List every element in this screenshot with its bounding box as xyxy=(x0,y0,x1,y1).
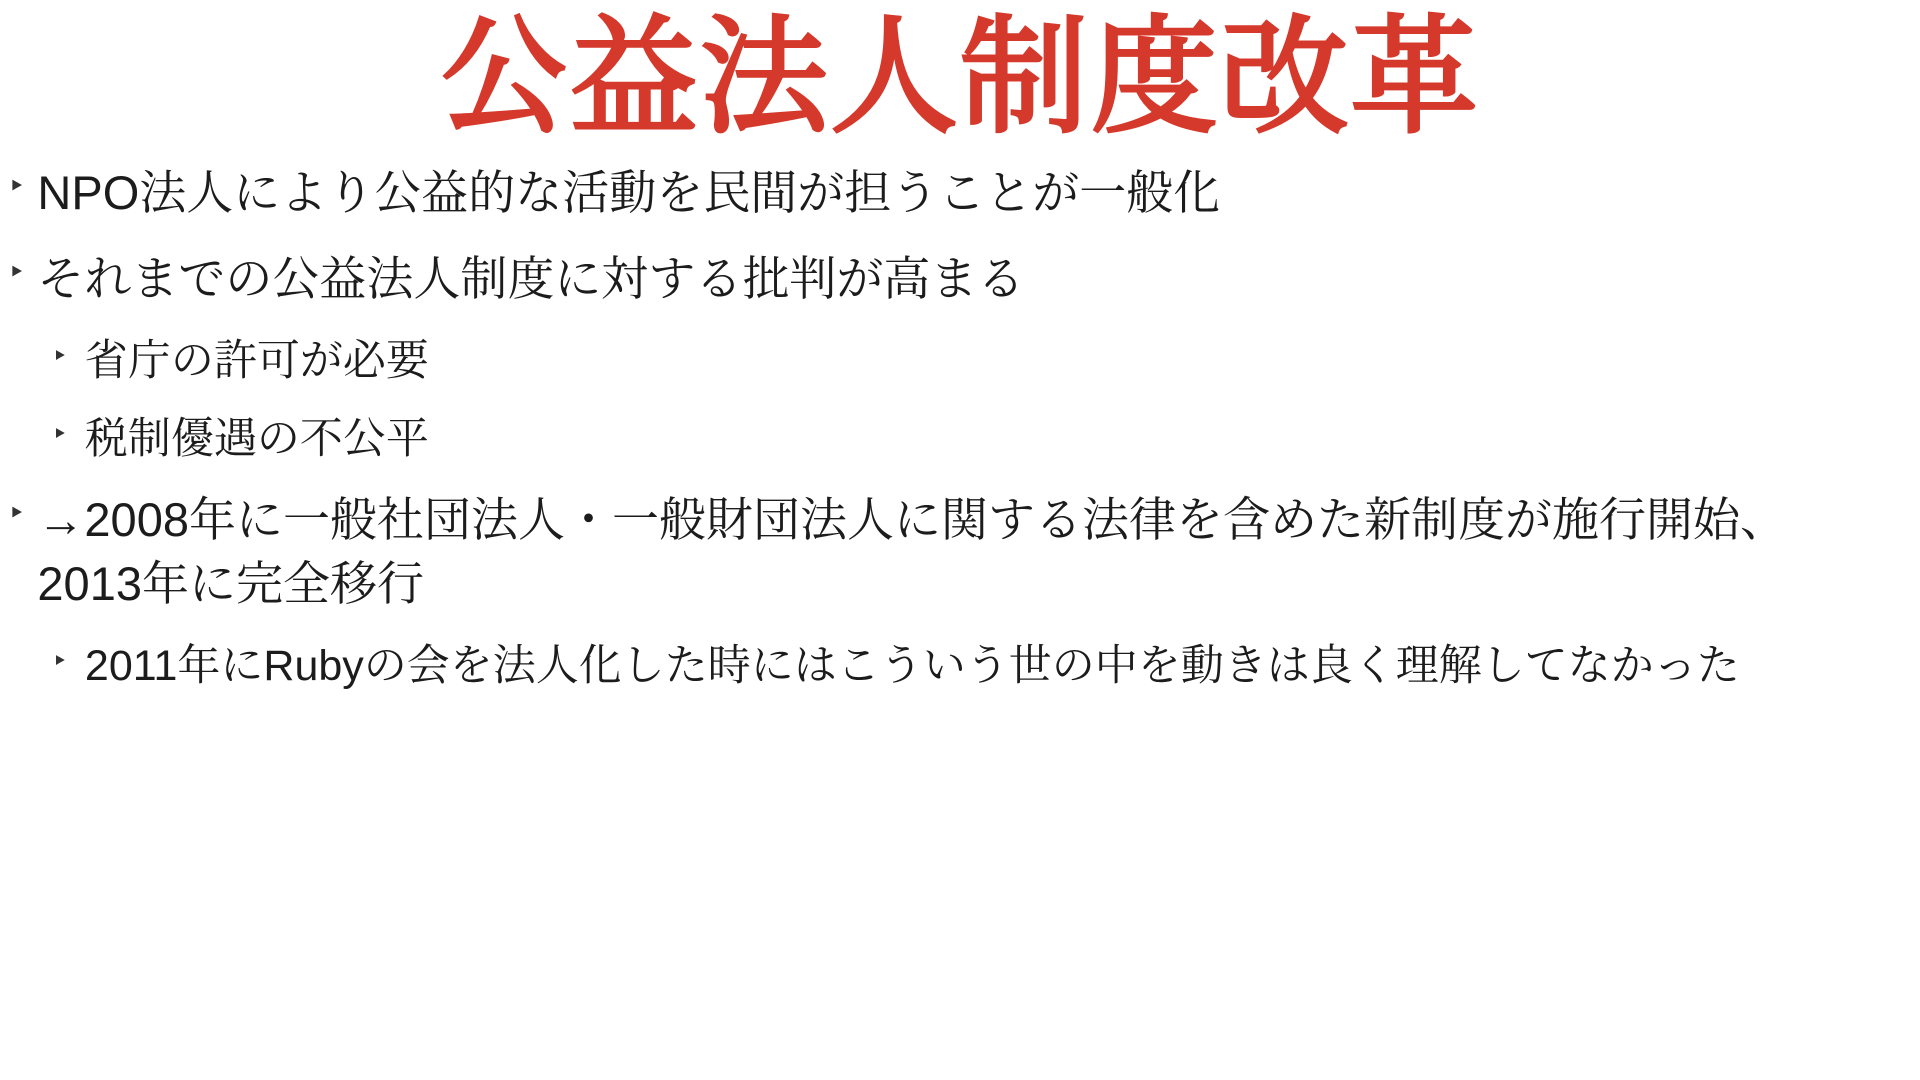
list-item-label: 2011年にRubyの会を法人化した時にはこういう世の中を動きは良く理解してなかった xyxy=(84,642,1740,691)
list-item-label: それまでの公益法人制度に対する批判が高まる xyxy=(37,251,1025,305)
list-item xyxy=(8,410,1890,468)
list-item-label: NPO法人により公益的な活動を民間が担うことが一般化 xyxy=(37,166,1221,220)
list-item-label: →2008年に一般社団法人・一般財団法人に関する法律を含めた新制度が施行開始、2013年に完全移行 xyxy=(37,493,1787,610)
list-item xyxy=(8,247,1890,310)
bullet-marker-icon: ‣ xyxy=(52,341,68,372)
bullet-marker-icon: ‣ xyxy=(8,498,26,531)
bullet-list xyxy=(0,161,1920,695)
page-title: 公益法人制度改革 xyxy=(439,6,1480,149)
list-item xyxy=(8,161,1890,224)
list-item-label: 省庁の許可が必要 xyxy=(84,337,429,386)
bullet-marker-icon: ‣ xyxy=(8,171,26,204)
list-item xyxy=(8,332,1890,390)
list-item xyxy=(8,637,1890,695)
bullet-marker-icon: ‣ xyxy=(52,646,68,677)
bullet-marker-icon: ‣ xyxy=(8,256,26,289)
list-item xyxy=(8,488,1890,615)
bullet-marker-icon: ‣ xyxy=(52,419,68,450)
list-item-label: 税制優遇の不公平 xyxy=(84,415,429,464)
